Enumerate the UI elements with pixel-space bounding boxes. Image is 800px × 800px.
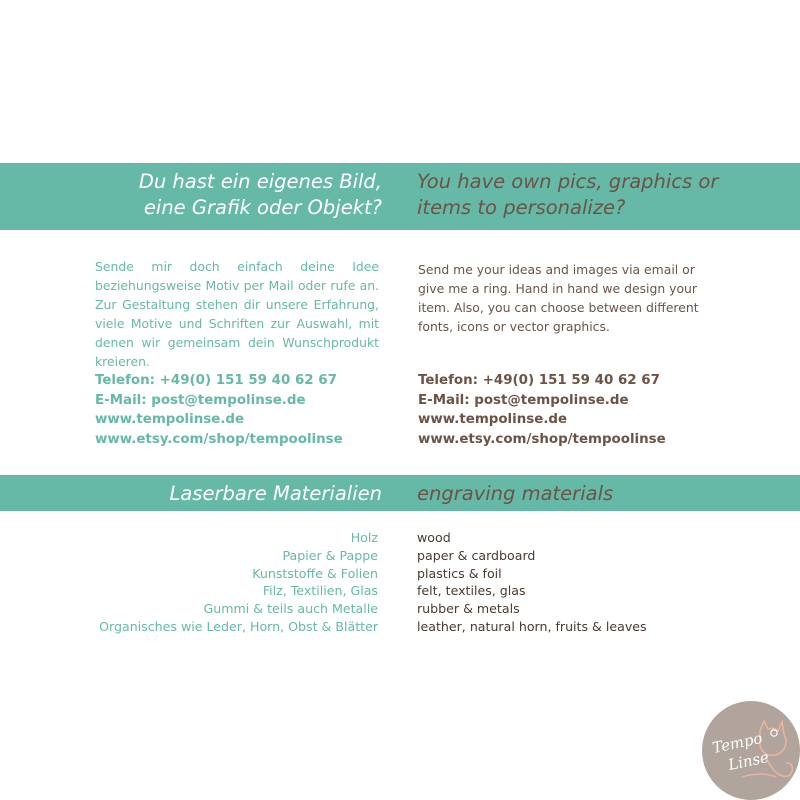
material-item: paper & cardboard — [417, 547, 536, 563]
contact-etsy-link[interactable]: www.etsy.com/shop/tempoolinse — [95, 431, 343, 447]
contact-block-en — [418, 371, 666, 449]
material-item: plastics & foil — [417, 565, 502, 581]
description-de: Sende mir doch einfach deine Idee beziehungsweise Motiv per Mail oder rufe an. Zur Gestaltung stehen dir unsere Erfahrung, viele Motive und Schriften zur Auswahl, mit denen wir gemeinsam dein Wunschprodukt kreieren. — [95, 259, 379, 369]
header-band-2 — [0, 475, 800, 511]
material-item: Filz, Textilien, Glas — [262, 583, 378, 599]
tempolinse-logo — [702, 701, 800, 800]
material-item: Papier & Pappe — [282, 547, 378, 563]
materials-list-en — [417, 529, 647, 636]
contact-etsy-link[interactable]: www.etsy.com/shop/tempoolinse — [418, 431, 666, 447]
material-item: felt, textiles, glas — [417, 583, 526, 599]
contact-block-de — [95, 371, 343, 449]
material-item: Gummi & teils auch Metalle — [203, 601, 378, 617]
material-item: Organisches wie Leder, Horn, Obst & Blätter — [99, 618, 378, 634]
contact-website-link[interactable]: www.tempolinse.de — [95, 412, 245, 427]
materials-list-de — [99, 529, 378, 636]
material-item: Kunststoffe & Folien — [252, 565, 378, 581]
heading-en-personalize: You have own pics, graphics or items to personalize? — [417, 170, 719, 219]
material-item: rubber & metals — [417, 601, 520, 617]
heading-en-materials: engraving materials — [417, 482, 614, 505]
material-item: Holz — [350, 530, 378, 545]
logo-text-tempo: Tempo — [710, 728, 764, 758]
logo-text-linse: Linse — [726, 747, 771, 775]
contact-phone[interactable]: Telefon: +49(0) 151 59 40 62 67 — [95, 373, 337, 388]
material-item: leather, natural horn, fruits & leaves — [417, 618, 647, 634]
material-item: wood — [417, 530, 451, 545]
heading-de-personalize: Du hast ein eigenes Bild, eine Grafik oder Objekt? — [138, 170, 382, 219]
contact-email[interactable]: E-Mail: post@tempolinse.de — [95, 392, 306, 408]
heading-de-materials: Laserbare Materialien — [169, 482, 382, 505]
contact-email[interactable]: E-Mail: post@tempolinse.de — [418, 392, 629, 408]
description-en: Send me your ideas and images via email or give me a ring. Hand in hand we design your item. Also, you can choose between different fonts, icons or vector graphics. — [418, 262, 699, 334]
contact-website-link[interactable]: www.tempolinse.de — [418, 412, 568, 427]
contact-phone[interactable]: Telefon: +49(0) 151 59 40 62 67 — [418, 373, 660, 388]
